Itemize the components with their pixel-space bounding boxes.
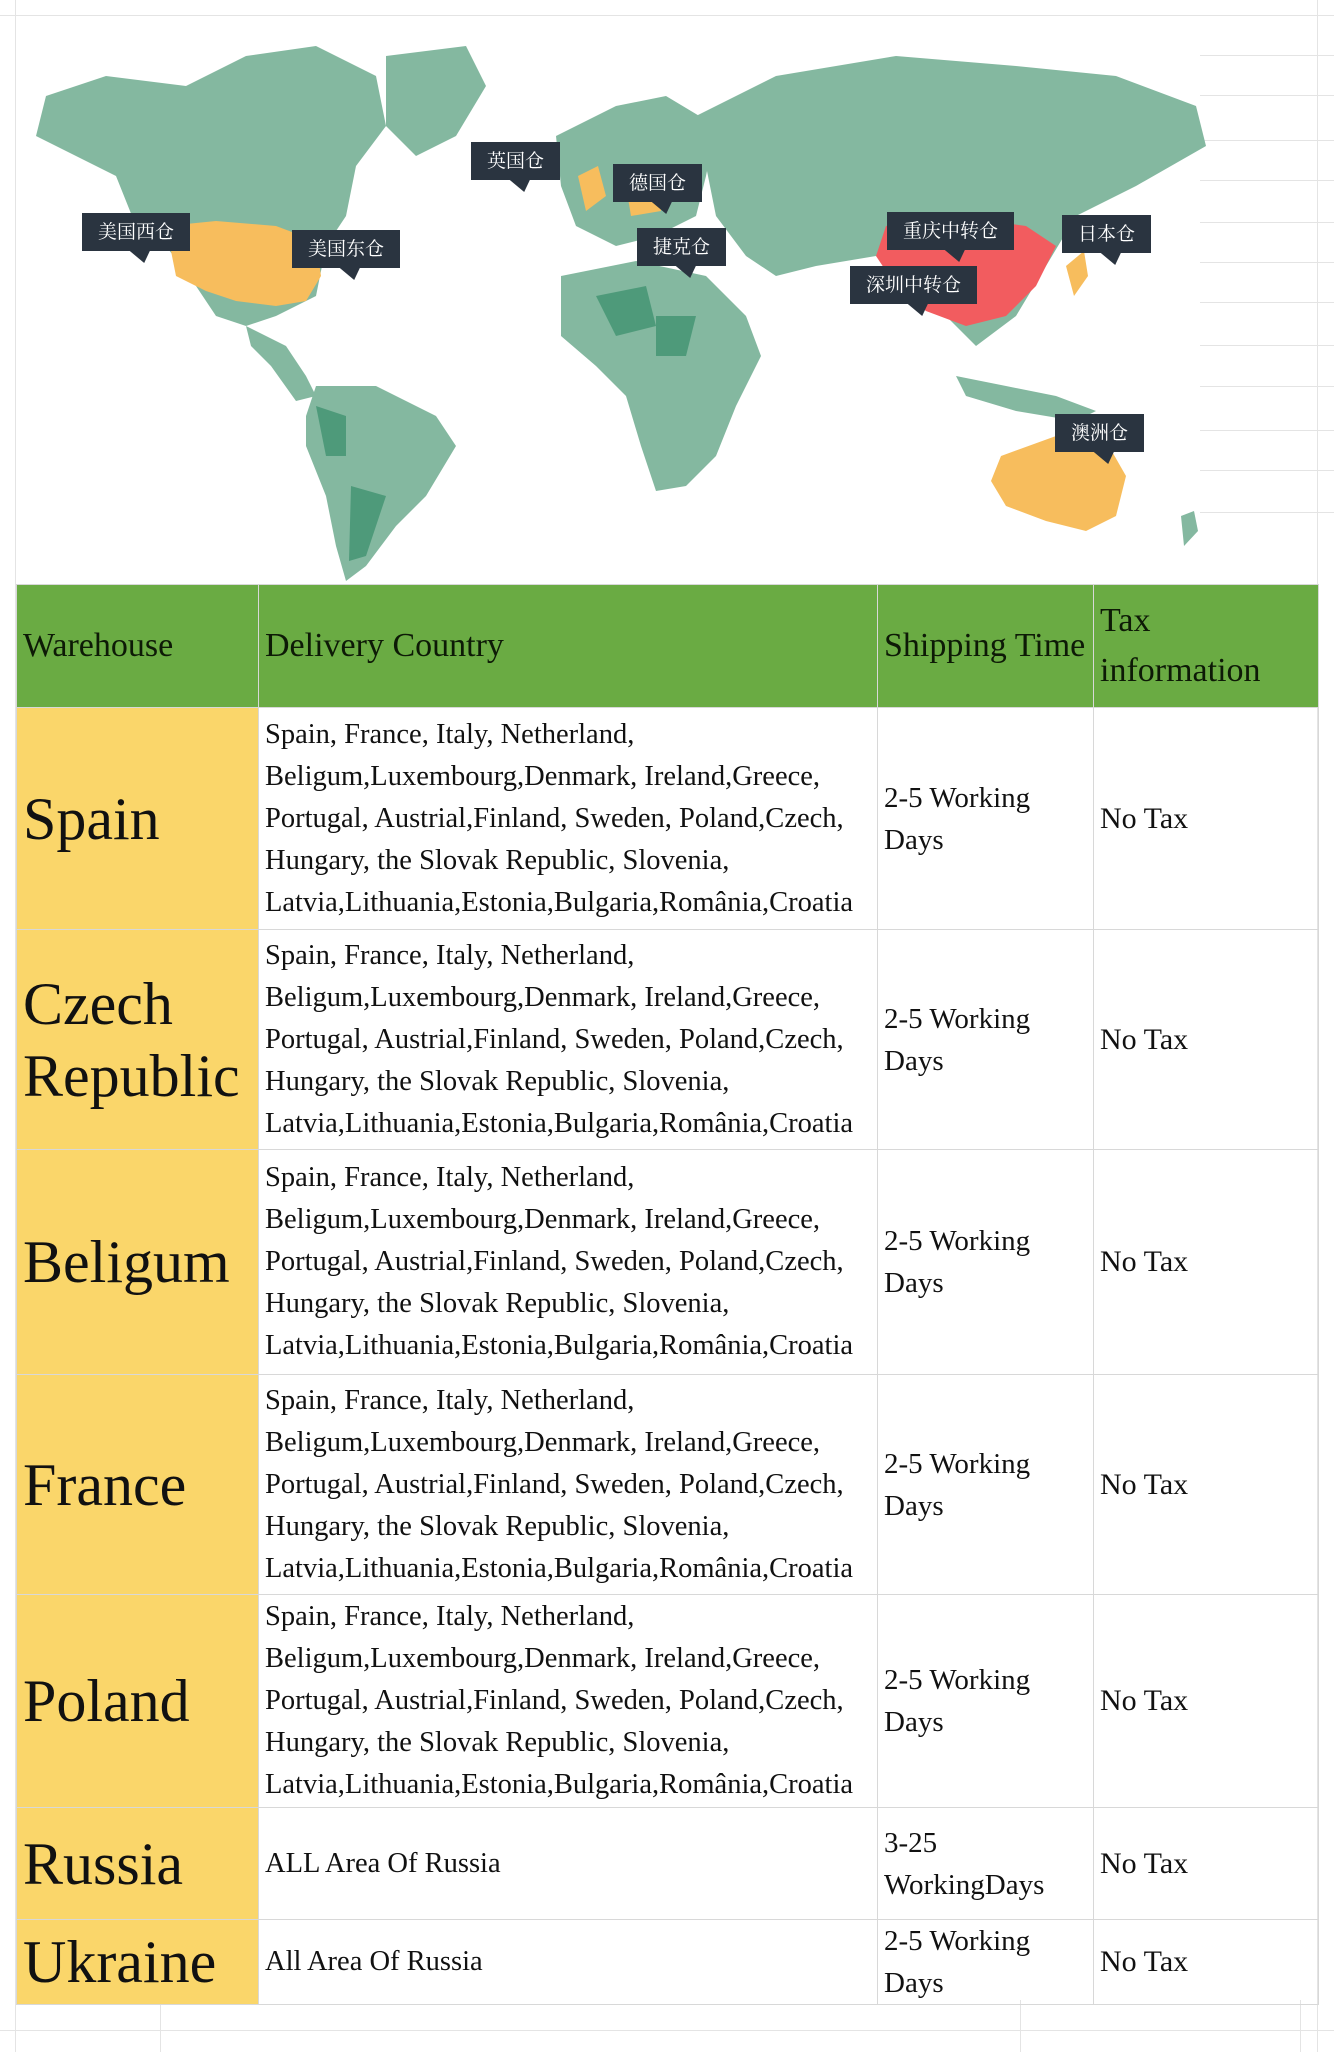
delivery-country-line: Hungary, the Slovak Republic, Slovenia,	[265, 1510, 730, 1542]
shipping-time-line: WorkingDays	[884, 1868, 1045, 1901]
map-label-czech: 捷克仓	[637, 228, 726, 266]
map-label-germany: 德国仓	[613, 164, 702, 202]
tax-information-cell: No Tax	[1094, 1375, 1319, 1595]
japan-highlight	[1066, 251, 1088, 296]
map-label-japan: 日本仓	[1062, 215, 1151, 253]
delivery-country-line: Beligum,Luxembourg,Denmark, Ireland,Greece,	[265, 1426, 821, 1458]
map-label-uk: 英国仓	[471, 142, 560, 180]
map-label-shenzhen: 深圳中转仓	[850, 266, 977, 304]
shipping-time-line: Days	[884, 1489, 944, 1522]
grid-line	[0, 2030, 1334, 2031]
world-map-graphic	[16, 16, 1316, 586]
tax-information-cell: No Tax	[1094, 708, 1319, 930]
table-row	[17, 1375, 1319, 1595]
central-america-landmass	[246, 326, 316, 401]
shipping-time-cell	[878, 1150, 1094, 1375]
delivery-country-line: Beligum,Luxembourg,Denmark, Ireland,Greece,	[265, 760, 821, 792]
delivery-country-line: Hungary, the Slovak Republic, Slovenia,	[265, 1065, 730, 1097]
tax-information-cell: No Tax	[1094, 1808, 1319, 1920]
grid-line	[1020, 2000, 1021, 2052]
shipping-time-line: Days	[884, 1267, 944, 1299]
table-row	[17, 1808, 1319, 1920]
shipping-time-cell	[878, 708, 1094, 930]
delivery-country-line: Portugal, Austrial,Finland, Sweden, Poland,Czech,	[265, 1023, 844, 1055]
tax-information-cell: No Tax	[1094, 930, 1319, 1150]
table-row	[17, 930, 1319, 1150]
shipping-time-cell	[878, 1808, 1094, 1920]
shipping-time-cell	[878, 930, 1094, 1150]
table-header-row	[17, 585, 1319, 708]
shipping-time-line: Days	[884, 1706, 944, 1738]
shipping-time-line: 3-25	[884, 1826, 938, 1859]
grid-line	[1300, 2000, 1301, 2052]
warehouse-world-map	[16, 16, 1316, 586]
delivery-country-cell	[259, 930, 878, 1150]
column-header-delivery-country: Delivery Country	[259, 585, 878, 708]
delivery-country-line: Latvia,Lithuania,Estonia,Bulgaria,România,Croatia	[265, 1107, 854, 1139]
delivery-country-line: Latvia,Lithuania,Estonia,Bulgaria,România,Croatia	[265, 1769, 854, 1800]
map-label-australia: 澳洲仓	[1055, 414, 1144, 452]
warehouse-cell: Czech Republic	[17, 930, 259, 1150]
warehouse-cell: Poland	[17, 1595, 259, 1808]
delivery-country-line: All Area Of Russia	[265, 1946, 483, 1977]
map-label-chongqing: 重庆中转仓	[887, 212, 1014, 250]
warehouse-cell: Spain	[17, 708, 259, 930]
delivery-country-line: Portugal, Austrial,Finland, Sweden, Poland,Czech,	[265, 1685, 844, 1716]
delivery-country-line: Beligum,Luxembourg,Denmark, Ireland,Greece,	[265, 981, 821, 1013]
delivery-country-cell	[259, 1375, 878, 1595]
shipping-time-line: 2-5 Working	[884, 781, 1031, 814]
delivery-country-line: Hungary, the Slovak Republic, Slovenia,	[265, 844, 730, 876]
delivery-country-line: Beligum,Luxembourg,Denmark, Ireland,Greece,	[265, 1643, 821, 1674]
table-row	[17, 1150, 1319, 1375]
delivery-country-line: Hungary, the Slovak Republic, Slovenia,	[265, 1288, 730, 1319]
shipping-time-cell	[878, 1375, 1094, 1595]
delivery-country-line: Latvia,Lithuania,Estonia,Bulgaria,România,Croatia	[265, 1552, 854, 1584]
shipping-time-line: 2-5 Working	[884, 1002, 1031, 1035]
table-row	[17, 1920, 1319, 2005]
delivery-country-cell	[259, 1150, 878, 1375]
column-header-warehouse: Warehouse	[17, 585, 259, 708]
column-header-shipping-time: Shipping Time	[878, 585, 1094, 708]
warehouse-cell: Russia	[17, 1808, 259, 1920]
tax-information-cell: No Tax	[1094, 1150, 1319, 1375]
delivery-country-cell	[259, 1920, 878, 2005]
delivery-country-line: Spain, France, Italy, Netherland,	[265, 1162, 635, 1193]
table-body	[17, 708, 1319, 2005]
delivery-country-line: Spain, France, Italy, Netherland,	[265, 718, 635, 750]
grid-line	[160, 2000, 161, 2052]
shipping-time-line: 2-5 Working	[884, 1925, 1031, 1957]
shipping-time-line: Days	[884, 823, 944, 856]
tax-information-cell: No Tax	[1094, 1920, 1319, 2005]
africa-landmass	[561, 261, 761, 491]
delivery-country-line: Spain, France, Italy, Netherland,	[265, 1601, 635, 1632]
greenland-landmass	[386, 46, 486, 156]
tax-information-cell: No Tax	[1094, 1595, 1319, 1808]
map-label-us-west: 美国西仓	[82, 213, 190, 251]
shipping-time-line: Days	[884, 1044, 944, 1077]
delivery-country-line: Portugal, Austrial,Finland, Sweden, Poland,Czech,	[265, 1246, 844, 1277]
delivery-country-line: Latvia,Lithuania,Estonia,Bulgaria,România,Croatia	[265, 886, 854, 918]
delivery-country-line: Portugal, Austrial,Finland, Sweden, Poland,Czech,	[265, 802, 844, 834]
delivery-country-line: Hungary, the Slovak Republic, Slovenia,	[265, 1727, 730, 1758]
column-header-tax-information: Tax information	[1094, 585, 1319, 708]
delivery-country-line: Portugal, Austrial,Finland, Sweden, Poland,Czech,	[265, 1468, 844, 1500]
delivery-country-cell	[259, 1808, 878, 1920]
table-row	[17, 1595, 1319, 1808]
delivery-country-line: Beligum,Luxembourg,Denmark, Ireland,Greece,	[265, 1204, 821, 1235]
shipping-time-line: 2-5 Working	[884, 1225, 1031, 1257]
warehouse-cell: Ukraine	[17, 1920, 259, 2005]
shipping-time-cell	[878, 1920, 1094, 2005]
delivery-country-line: Latvia,Lithuania,Estonia,Bulgaria,România,Croatia	[265, 1330, 854, 1361]
new-zealand-landmass	[1181, 511, 1198, 546]
shipping-time-line: 2-5 Working	[884, 1664, 1031, 1696]
shipping-time-cell	[878, 1595, 1094, 1808]
warehouse-cell: France	[17, 1375, 259, 1595]
delivery-country-cell	[259, 1595, 878, 1808]
map-label-us-east: 美国东仓	[292, 230, 400, 268]
delivery-country-line: Spain, France, Italy, Netherland,	[265, 1384, 635, 1416]
shipping-time-line: 2-5 Working	[884, 1447, 1031, 1480]
delivery-country-cell	[259, 708, 878, 930]
shipping-time-line: Days	[884, 1967, 944, 1999]
warehouse-shipping-table	[16, 584, 1319, 2005]
warehouse-cell: Beligum	[17, 1150, 259, 1375]
table-row	[17, 708, 1319, 930]
delivery-country-line: ALL Area Of Russia	[265, 1847, 501, 1879]
delivery-country-line: Spain, France, Italy, Netherland,	[265, 939, 635, 971]
